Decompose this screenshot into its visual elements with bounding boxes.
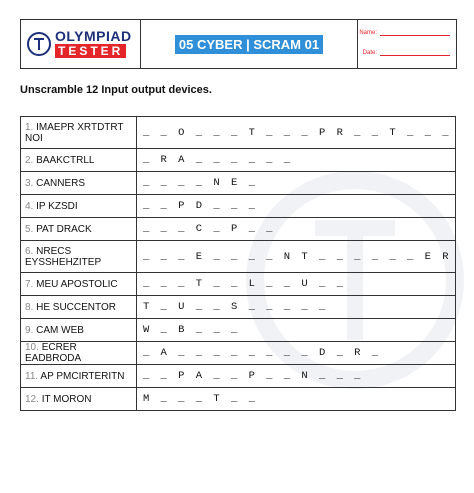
scrambled-word: HE SUCCENTOR (36, 301, 116, 313)
scrambled-word: AP PMCIRTERITN (40, 370, 125, 382)
scrambled-word: IP KZSDI (36, 200, 78, 212)
row-number: 1. (25, 121, 34, 133)
row-number: 8. (25, 301, 34, 313)
answer-pattern[interactable]: _ _ _ E _ _ _ _ N T _ _ _ _ _ _ E R (136, 241, 455, 273)
answer-pattern[interactable]: _ _ P A _ _ P _ _ N _ _ _ (136, 365, 455, 388)
scrambled-word: CANNERS (36, 177, 86, 189)
scrambled-word: IT MORON (41, 393, 92, 405)
clue-cell (21, 273, 137, 296)
logo (21, 20, 141, 68)
worksheet-header (20, 19, 457, 69)
clue-cell (21, 195, 137, 218)
title-cell (141, 20, 358, 68)
row-number: 5. (25, 223, 34, 235)
clue-cell (21, 149, 137, 172)
answer-pattern[interactable]: M _ _ _ T _ _ (136, 388, 455, 411)
name-line[interactable] (359, 29, 450, 36)
answer-pattern[interactable]: _ _ _ T _ _ L _ _ U _ _ (136, 273, 455, 296)
date-line[interactable] (363, 49, 450, 56)
worksheet-title: 05 CYBER | SCRAM 01 (175, 35, 323, 54)
answer-pattern[interactable]: _ A _ _ _ _ _ _ _ _ D _ R _ (136, 342, 455, 365)
meta-cell (358, 20, 456, 68)
scrambled-word: NRECS EYSSHEHZITEP (25, 245, 102, 268)
row-number: 3. (25, 177, 34, 189)
puzzle-row (21, 172, 456, 195)
row-number: 10. (25, 342, 39, 353)
row-number: 11. (25, 370, 39, 382)
puzzle-row (21, 195, 456, 218)
name-label: Name: (359, 29, 377, 36)
answer-pattern[interactable]: W _ B _ _ _ (136, 319, 455, 342)
puzzle-table (20, 116, 456, 411)
row-number: 6. (25, 245, 34, 257)
scrambled-word: BAAKCTRLL (36, 154, 95, 166)
answer-pattern[interactable]: _ R A _ _ _ _ _ _ (136, 149, 455, 172)
clue-cell (21, 342, 137, 365)
row-number: 7. (25, 278, 34, 290)
puzzle-row (21, 241, 456, 273)
clue-cell (21, 388, 137, 411)
row-number: 12. (25, 393, 39, 405)
clue-cell (21, 319, 137, 342)
puzzle-row (21, 319, 456, 342)
clue-cell (21, 218, 137, 241)
answer-pattern[interactable]: _ _ _ _ N E _ (136, 172, 455, 195)
answer-pattern[interactable]: _ _ _ C _ P _ _ (136, 218, 455, 241)
row-number: 2. (25, 154, 34, 166)
instruction-text: Unscramble 12 Input output devices. (20, 84, 212, 96)
clue-cell (21, 296, 137, 319)
date-label: Date: (362, 49, 377, 56)
puzzle-row (21, 388, 456, 411)
puzzle-row (21, 117, 456, 149)
scrambled-word: MEU APOSTOLIC (36, 278, 118, 290)
puzzle-row (21, 342, 456, 365)
row-number: 4. (25, 200, 34, 212)
puzzle-row (21, 218, 456, 241)
logo-top-text: OLYMPIAD (55, 28, 132, 44)
puzzle-row (21, 296, 456, 319)
scrambled-word: IMAEPR XRTDTRT NOI (25, 121, 124, 144)
scrambled-word: PAT DRACK (36, 223, 92, 235)
scrambled-word: CAM WEB (36, 324, 84, 336)
answer-pattern[interactable]: _ _ P D _ _ _ (136, 195, 455, 218)
logo-bottom-text: TESTER (55, 44, 126, 58)
row-number: 9. (25, 324, 34, 336)
clue-cell (21, 117, 137, 149)
scrambled-word: ECRER EADBRODA (25, 342, 82, 364)
clue-cell (21, 241, 137, 273)
clue-cell (21, 365, 137, 388)
puzzle-row (21, 273, 456, 296)
puzzle-row (21, 149, 456, 172)
answer-pattern[interactable]: T _ U _ _ S _ _ _ _ _ (136, 296, 455, 319)
clue-cell (21, 172, 137, 195)
answer-pattern[interactable]: _ _ O _ _ _ T _ _ _ P R _ _ T _ _ _ (136, 117, 455, 149)
puzzle-row (21, 365, 456, 388)
logo-icon (27, 32, 51, 56)
